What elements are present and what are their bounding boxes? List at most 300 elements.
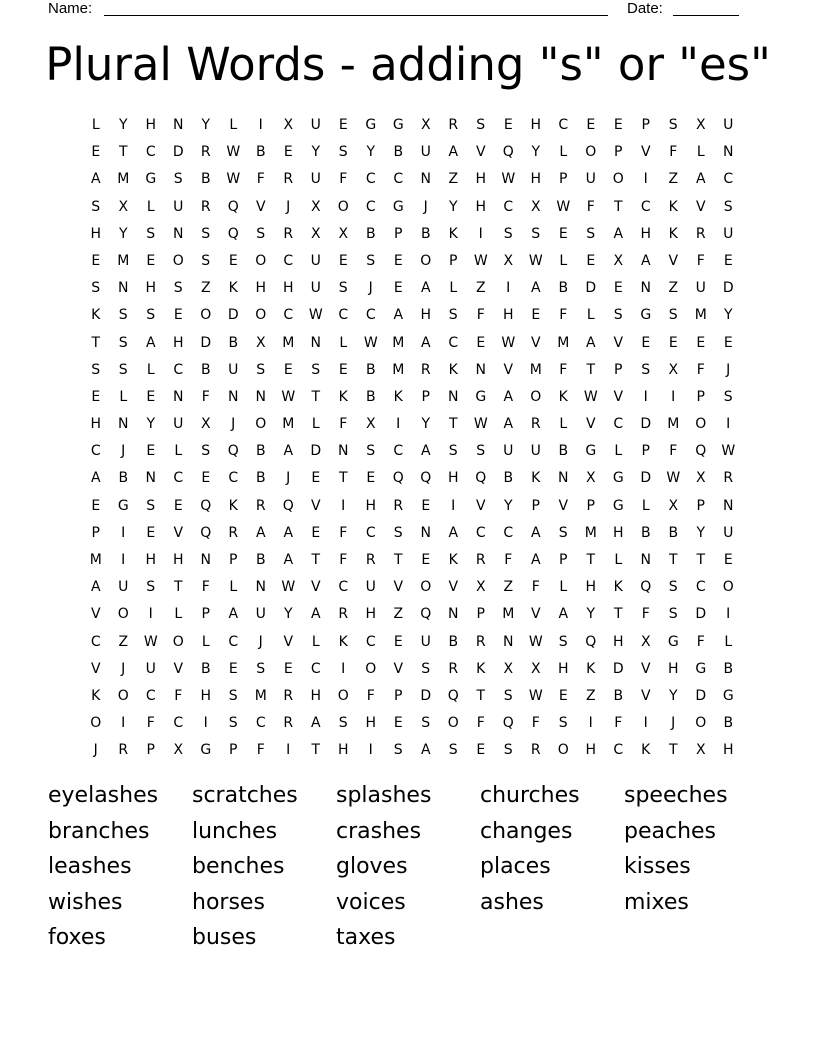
grid-letter[interactable]: B — [723, 715, 734, 732]
grid-letter[interactable]: Z — [448, 171, 459, 188]
grid-letter[interactable]: F — [669, 144, 678, 161]
grid-letter[interactable]: N — [503, 633, 514, 650]
grid-letter[interactable]: S — [668, 579, 678, 596]
grid-letter[interactable]: K — [613, 579, 623, 596]
grid-letter[interactable]: L — [559, 416, 568, 433]
grid-letter[interactable]: W — [556, 198, 571, 215]
grid-letter[interactable]: A — [420, 280, 431, 297]
grid-letter[interactable]: R — [420, 361, 431, 378]
grid-letter[interactable]: S — [91, 361, 101, 378]
grid-letter[interactable]: E — [146, 524, 156, 541]
grid-letter[interactable]: E — [696, 334, 706, 351]
grid-letter[interactable]: E — [476, 742, 486, 759]
grid-letter[interactable]: C — [365, 633, 376, 650]
grid-letter[interactable]: F — [201, 579, 210, 596]
grid-letter[interactable]: H — [145, 552, 157, 568]
grid-letter[interactable]: E — [421, 497, 431, 514]
grid-letter[interactable]: C — [393, 171, 404, 188]
grid-letter[interactable]: A — [228, 606, 239, 623]
grid-letter[interactable]: P — [641, 117, 650, 133]
grid-letter[interactable]: Q — [200, 524, 212, 541]
grid-letter[interactable]: S — [173, 280, 183, 297]
grid-letter[interactable]: I — [341, 660, 346, 677]
grid-letter[interactable]: M — [117, 171, 130, 188]
grid-letter[interactable]: R — [338, 606, 349, 623]
grid-letter[interactable]: O — [172, 633, 184, 650]
grid-letter[interactable]: A — [255, 524, 266, 541]
grid-letter[interactable]: R — [255, 497, 266, 514]
grid-letter[interactable]: P — [559, 171, 568, 188]
grid-letter[interactable]: O — [530, 388, 542, 405]
grid-letter[interactable]: B — [668, 524, 679, 541]
grid-letter[interactable]: V — [613, 334, 624, 351]
grid-letter[interactable]: A — [310, 606, 321, 623]
grid-letter[interactable]: Q — [502, 144, 514, 161]
grid-letter[interactable]: R — [393, 497, 404, 514]
grid-letter[interactable]: H — [90, 416, 102, 433]
grid-letter[interactable]: E — [173, 307, 183, 324]
grid-letter[interactable]: U — [310, 171, 321, 188]
grid-letter[interactable]: H — [612, 524, 624, 541]
grid-letter[interactable]: S — [558, 715, 568, 732]
grid-letter[interactable]: D — [612, 660, 624, 677]
grid-letter[interactable]: O — [612, 171, 624, 188]
grid-letter[interactable]: A — [310, 715, 321, 732]
grid-letter[interactable]: T — [118, 144, 128, 161]
grid-letter[interactable]: E — [393, 280, 403, 297]
grid-letter[interactable]: T — [613, 198, 623, 215]
grid-letter[interactable]: V — [640, 660, 651, 677]
grid-letter[interactable]: X — [585, 470, 596, 487]
grid-letter[interactable]: C — [310, 660, 321, 677]
grid-letter[interactable]: L — [724, 633, 733, 650]
grid-letter[interactable]: Q — [420, 606, 432, 623]
grid-letter[interactable]: E — [531, 307, 541, 324]
grid-letter[interactable]: X — [475, 579, 486, 596]
grid-letter[interactable]: K — [228, 497, 238, 514]
grid-letter[interactable]: A — [145, 334, 156, 351]
grid-letter[interactable]: F — [476, 715, 485, 732]
grid-letter[interactable]: B — [365, 225, 376, 242]
grid-letter[interactable]: H — [530, 171, 542, 188]
grid-letter[interactable]: C — [90, 443, 101, 460]
grid-letter[interactable]: J — [671, 715, 676, 732]
grid-letter[interactable]: C — [365, 171, 376, 188]
grid-letter[interactable]: C — [90, 633, 101, 650]
grid-letter[interactable]: F — [696, 633, 705, 650]
grid-letter[interactable]: B — [558, 443, 569, 460]
grid-letter[interactable]: S — [201, 225, 211, 242]
grid-letter[interactable]: E — [586, 117, 596, 133]
grid-letter[interactable]: F — [504, 552, 513, 568]
grid-letter[interactable]: V — [530, 606, 541, 623]
grid-letter[interactable]: X — [118, 198, 129, 215]
grid-letter[interactable]: I — [643, 388, 648, 405]
grid-letter[interactable]: X — [695, 742, 706, 759]
grid-letter[interactable]: N — [255, 388, 266, 405]
grid-letter[interactable]: X — [530, 660, 541, 677]
grid-letter[interactable]: F — [696, 361, 705, 378]
grid-letter[interactable]: X — [668, 497, 679, 514]
grid-letter[interactable]: S — [393, 742, 403, 759]
grid-letter[interactable]: O — [420, 252, 432, 269]
grid-letter[interactable]: L — [559, 252, 568, 269]
grid-letter[interactable]: A — [420, 334, 431, 351]
grid-letter[interactable]: K — [448, 225, 458, 242]
grid-letter[interactable]: L — [614, 443, 623, 460]
grid-letter[interactable]: Y — [448, 198, 458, 215]
grid-letter[interactable]: E — [311, 524, 321, 541]
grid-letter[interactable]: I — [286, 742, 291, 759]
grid-letter[interactable]: H — [310, 687, 322, 704]
grid-letter[interactable]: F — [641, 606, 650, 623]
grid-letter[interactable]: L — [174, 443, 183, 460]
grid-letter[interactable]: A — [558, 606, 569, 623]
grid-letter[interactable]: P — [531, 497, 540, 514]
grid-letter[interactable]: H — [145, 117, 157, 133]
grid-letter[interactable]: D — [227, 307, 239, 324]
grid-letter[interactable]: F — [696, 252, 705, 269]
grid-letter[interactable]: G — [117, 497, 129, 514]
grid-letter[interactable]: B — [255, 552, 266, 568]
grid-letter[interactable]: T — [393, 552, 403, 568]
grid-letter[interactable]: S — [421, 715, 431, 732]
grid-letter[interactable]: H — [172, 334, 184, 351]
grid-letter[interactable]: V — [640, 687, 651, 704]
grid-letter[interactable]: K — [91, 687, 101, 704]
grid-letter[interactable]: U — [118, 579, 129, 596]
grid-letter[interactable]: N — [338, 443, 349, 460]
grid-letter[interactable]: H — [640, 225, 652, 242]
grid-letter[interactable]: S — [503, 687, 513, 704]
grid-letter[interactable]: O — [722, 579, 734, 596]
grid-letter[interactable]: F — [339, 416, 348, 433]
grid-letter[interactable]: K — [448, 552, 458, 568]
grid-letter[interactable]: I — [341, 497, 346, 514]
grid-letter[interactable]: U — [420, 144, 431, 161]
grid-letter[interactable]: E — [723, 334, 733, 351]
grid-letter[interactable]: U — [173, 198, 184, 215]
grid-letter[interactable]: J — [121, 443, 126, 460]
grid-letter[interactable]: G — [667, 633, 679, 650]
grid-letter[interactable]: U — [173, 416, 184, 433]
grid-letter[interactable]: N — [640, 280, 651, 297]
grid-letter[interactable]: S — [228, 715, 238, 732]
grid-letter[interactable]: C — [723, 171, 734, 188]
grid-letter[interactable]: U — [310, 117, 321, 133]
grid-letter[interactable]: B — [448, 633, 459, 650]
grid-letter[interactable]: S — [173, 171, 183, 188]
grid-letter[interactable]: E — [311, 470, 321, 487]
grid-letter[interactable]: Z — [668, 280, 679, 297]
grid-letter[interactable]: A — [640, 252, 651, 269]
grid-letter[interactable]: C — [145, 687, 156, 704]
grid-letter[interactable]: V — [310, 497, 321, 514]
grid-letter[interactable]: R — [228, 524, 239, 541]
grid-letter[interactable]: B — [613, 687, 624, 704]
grid-letter[interactable]: O — [695, 416, 707, 433]
grid-letter[interactable]: N — [118, 416, 129, 433]
grid-letter[interactable]: S — [146, 497, 156, 514]
grid-letter[interactable]: N — [420, 171, 431, 188]
grid-letter[interactable]: D — [172, 144, 184, 161]
grid-letter[interactable]: H — [337, 742, 349, 759]
grid-letter[interactable]: C — [613, 416, 624, 433]
grid-letter[interactable]: L — [146, 198, 155, 215]
grid-letter[interactable]: L — [311, 633, 320, 650]
grid-letter[interactable]: I — [478, 225, 483, 242]
grid-letter[interactable]: S — [256, 361, 266, 378]
grid-letter[interactable]: H — [200, 687, 212, 704]
grid-letter[interactable]: A — [530, 524, 541, 541]
grid-letter[interactable]: A — [530, 280, 541, 297]
grid-letter[interactable]: Z — [668, 171, 679, 188]
grid-letter[interactable]: M — [282, 334, 295, 351]
grid-letter[interactable]: F — [476, 307, 485, 324]
grid-letter[interactable]: K — [338, 633, 348, 650]
grid-letter[interactable]: R — [283, 171, 294, 188]
grid-letter[interactable]: Q — [282, 497, 294, 514]
grid-letter[interactable]: I — [396, 416, 401, 433]
grid-letter[interactable]: M — [502, 606, 515, 623]
grid-letter[interactable]: L — [449, 280, 458, 297]
grid-letter[interactable]: I — [643, 171, 648, 188]
grid-letter[interactable]: T — [668, 742, 678, 759]
grid-letter[interactable]: F — [256, 742, 265, 759]
grid-letter[interactable]: X — [255, 334, 266, 351]
grid-letter[interactable]: M — [392, 361, 405, 378]
grid-letter[interactable]: K — [668, 198, 678, 215]
grid-letter[interactable]: I — [643, 715, 648, 732]
grid-letter[interactable]: V — [558, 497, 569, 514]
grid-letter[interactable]: M — [254, 687, 267, 704]
grid-letter[interactable]: E — [723, 552, 733, 568]
grid-letter[interactable]: J — [231, 416, 236, 433]
grid-letter[interactable]: L — [91, 117, 100, 133]
grid-letter[interactable]: A — [90, 579, 101, 596]
grid-letter[interactable]: S — [311, 361, 321, 378]
grid-letter[interactable]: I — [121, 524, 126, 541]
grid-letter[interactable]: V — [668, 252, 679, 269]
grid-letter[interactable]: U — [420, 633, 431, 650]
grid-letter[interactable]: W — [308, 307, 323, 324]
grid-letter[interactable]: W — [501, 171, 516, 188]
grid-letter[interactable]: S — [723, 388, 733, 405]
grid-letter[interactable]: X — [613, 252, 624, 269]
grid-letter[interactable]: G — [722, 687, 734, 704]
grid-letter[interactable]: Y — [311, 144, 321, 161]
grid-letter[interactable]: N — [173, 117, 184, 133]
grid-letter[interactable]: O — [117, 687, 129, 704]
grid-letter[interactable]: Y — [201, 117, 211, 133]
grid-letter[interactable]: E — [723, 252, 733, 269]
grid-letter[interactable]: W — [501, 334, 516, 351]
grid-letter[interactable]: J — [121, 660, 126, 677]
grid-letter[interactable]: S — [256, 225, 266, 242]
grid-letter[interactable]: A — [613, 225, 624, 242]
grid-letter[interactable]: P — [394, 687, 403, 704]
grid-letter[interactable]: A — [393, 307, 404, 324]
grid-letter[interactable]: W — [666, 470, 681, 487]
grid-letter[interactable]: O — [337, 687, 349, 704]
grid-letter[interactable]: X — [310, 225, 321, 242]
grid-letter[interactable]: C — [695, 579, 706, 596]
grid-letter[interactable]: B — [255, 144, 266, 161]
grid-letter[interactable]: X — [338, 225, 349, 242]
grid-letter[interactable]: B — [200, 171, 211, 188]
grid-letter[interactable]: C — [365, 198, 376, 215]
grid-letter[interactable]: V — [255, 198, 266, 215]
grid-letter[interactable]: I — [588, 715, 593, 732]
grid-letter[interactable]: Z — [393, 606, 404, 623]
grid-letter[interactable]: P — [91, 524, 100, 541]
grid-letter[interactable]: N — [200, 552, 211, 568]
grid-letter[interactable]: L — [696, 144, 705, 161]
grid-letter[interactable]: E — [173, 497, 183, 514]
grid-letter[interactable]: O — [337, 198, 349, 215]
grid-letter[interactable]: W — [143, 633, 158, 650]
grid-letter[interactable]: N — [173, 225, 184, 242]
grid-letter[interactable]: O — [447, 715, 459, 732]
grid-letter[interactable]: H — [722, 742, 734, 759]
grid-letter[interactable]: U — [585, 171, 596, 188]
grid-letter[interactable]: S — [668, 307, 678, 324]
grid-letter[interactable]: L — [311, 416, 320, 433]
grid-letter[interactable]: H — [612, 633, 624, 650]
grid-letter[interactable]: U — [503, 443, 514, 460]
grid-letter[interactable]: V — [503, 361, 514, 378]
grid-letter[interactable]: B — [420, 225, 431, 242]
grid-letter[interactable]: I — [671, 388, 676, 405]
grid-letter[interactable]: J — [258, 633, 263, 650]
grid-letter[interactable]: V — [585, 416, 596, 433]
grid-letter[interactable]: S — [476, 117, 486, 133]
grid-letter[interactable]: E — [338, 117, 348, 133]
grid-letter[interactable]: G — [612, 497, 624, 514]
grid-letter[interactable]: E — [641, 334, 651, 351]
grid-letter[interactable]: E — [283, 144, 293, 161]
grid-letter[interactable]: X — [503, 660, 514, 677]
grid-letter[interactable]: N — [420, 524, 431, 541]
grid-letter[interactable]: E — [366, 470, 376, 487]
grid-letter[interactable]: W — [226, 144, 241, 161]
grid-letter[interactable]: R — [283, 225, 294, 242]
grid-letter[interactable]: X — [200, 416, 211, 433]
grid-letter[interactable]: S — [393, 524, 403, 541]
grid-letter[interactable]: C — [228, 633, 239, 650]
grid-letter[interactable]: R — [448, 660, 459, 677]
grid-letter[interactable]: I — [121, 552, 126, 568]
grid-letter[interactable]: H — [447, 470, 459, 487]
grid-letter[interactable]: Q — [640, 579, 652, 596]
grid-letter[interactable]: T — [448, 416, 458, 433]
grid-letter[interactable]: X — [503, 252, 514, 269]
grid-letter[interactable]: A — [90, 470, 101, 487]
grid-letter[interactable]: A — [420, 742, 431, 759]
grid-letter[interactable]: G — [695, 660, 707, 677]
grid-letter[interactable]: K — [228, 280, 238, 297]
grid-letter[interactable]: T — [668, 552, 678, 568]
grid-letter[interactable]: Q — [585, 633, 597, 650]
grid-letter[interactable]: Y — [146, 416, 156, 433]
grid-letter[interactable]: Q — [392, 470, 404, 487]
grid-letter[interactable]: F — [339, 524, 348, 541]
grid-letter[interactable]: C — [558, 117, 569, 133]
grid-letter[interactable]: R — [448, 117, 459, 133]
grid-letter[interactable]: G — [392, 198, 404, 215]
grid-letter[interactable]: T — [311, 552, 321, 568]
grid-letter[interactable]: L — [201, 633, 210, 650]
grid-letter[interactable]: N — [558, 470, 569, 487]
grid-letter[interactable]: C — [365, 524, 376, 541]
grid-letter[interactable]: H — [145, 280, 157, 297]
grid-letter[interactable]: W — [281, 579, 296, 596]
grid-letter[interactable]: P — [696, 388, 705, 405]
grid-letter[interactable]: O — [172, 252, 184, 269]
grid-letter[interactable]: X — [695, 117, 706, 133]
grid-letter[interactable]: S — [256, 660, 266, 677]
grid-letter[interactable]: U — [530, 443, 541, 460]
grid-letter[interactable]: C — [283, 307, 294, 324]
grid-letter[interactable]: J — [286, 198, 291, 215]
grid-letter[interactable]: K — [531, 470, 541, 487]
grid-letter[interactable]: S — [366, 252, 376, 269]
grid-letter[interactable]: Y — [696, 524, 706, 541]
grid-letter[interactable]: B — [200, 660, 211, 677]
grid-letter[interactable]: E — [283, 361, 293, 378]
grid-letter[interactable]: L — [229, 579, 238, 596]
grid-letter[interactable]: H — [365, 497, 377, 514]
grid-letter[interactable]: A — [585, 334, 596, 351]
grid-letter[interactable]: F — [531, 579, 540, 596]
grid-letter[interactable]: D — [310, 443, 322, 460]
grid-letter[interactable]: R — [475, 552, 486, 568]
grid-letter[interactable]: V — [283, 633, 294, 650]
grid-letter[interactable]: E — [558, 225, 568, 242]
grid-letter[interactable]: S — [723, 198, 733, 215]
grid-letter[interactable]: S — [503, 225, 513, 242]
grid-letter[interactable]: H — [365, 715, 377, 732]
grid-letter[interactable]: S — [366, 443, 376, 460]
grid-letter[interactable]: X — [640, 633, 651, 650]
grid-letter[interactable]: N — [173, 388, 184, 405]
grid-letter[interactable]: T — [613, 606, 623, 623]
grid-letter[interactable]: S — [338, 280, 348, 297]
grid-letter[interactable]: H — [530, 117, 542, 133]
grid-letter[interactable]: C — [338, 307, 349, 324]
grid-letter[interactable]: C — [173, 361, 184, 378]
grid-letter[interactable]: Y — [366, 144, 376, 161]
grid-letter[interactable]: K — [448, 361, 458, 378]
grid-letter[interactable]: P — [614, 361, 623, 378]
grid-letter[interactable]: C — [173, 470, 184, 487]
grid-letter[interactable]: V — [90, 606, 101, 623]
grid-letter[interactable]: N — [228, 388, 239, 405]
grid-letter[interactable]: E — [91, 144, 101, 161]
grid-letter[interactable]: S — [558, 633, 568, 650]
grid-letter[interactable]: B — [723, 660, 734, 677]
grid-letter[interactable]: Z — [118, 633, 129, 650]
grid-letter[interactable]: I — [368, 742, 373, 759]
grid-letter[interactable]: E — [283, 660, 293, 677]
grid-letter[interactable]: U — [145, 660, 156, 677]
grid-letter[interactable]: C — [228, 470, 239, 487]
grid-letter[interactable]: G — [392, 117, 404, 133]
grid-letter[interactable]: T — [338, 470, 348, 487]
grid-letter[interactable]: U — [695, 280, 706, 297]
grid-letter[interactable]: F — [669, 443, 678, 460]
grid-letter[interactable]: I — [148, 606, 153, 623]
